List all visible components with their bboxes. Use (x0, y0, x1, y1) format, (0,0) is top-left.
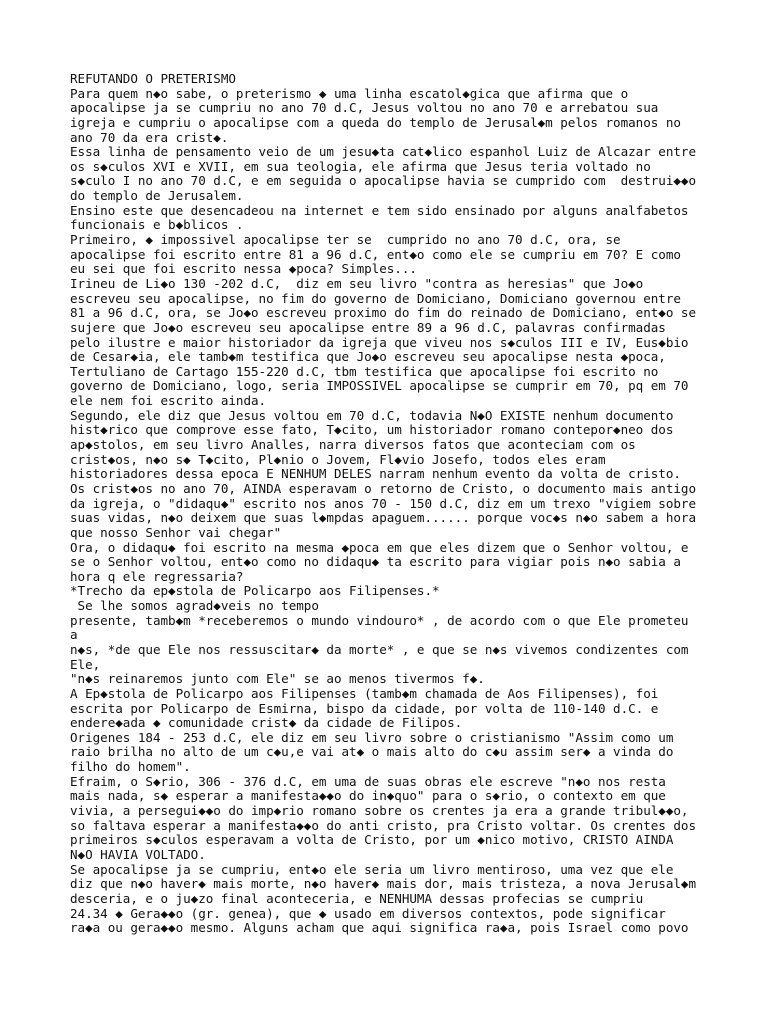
text-line: Para quem n◆o sabe, o preterismo ◆ uma linha escatol◆gica que afirma que o (70, 85, 629, 101)
text-line: pelo ilustre e maior historiador da igreja que viveu nos s◆culos III e IV, Eus◆bio (70, 334, 689, 350)
text-line: apocalipse ja se cumpriu no ano 70 d.C, Jesus voltou no ano 70 e arrebatou sua (70, 100, 659, 116)
text-line: historiadores dessa epoca E NENHUM DELES narram nenhum evento da volta de cristo. (70, 466, 681, 482)
text-line: hist◆rico que comprove esse fato, T◆cito, um historiador romano contepor◆neo dos (70, 422, 674, 438)
text-line: mais nada, s◆ esperar a manifesta◆◆o do in◆quo" para o s◆rio, o contexto em que (70, 788, 666, 804)
text-line: apocalipse foi escrito entre 81 a 96 d.C, ent◆o como ele se cumpriu em 70? E como (70, 246, 681, 262)
document-title: REFUTANDO O PRETERISMO (70, 71, 236, 86)
text-line: Irineu de Li◆o 130 -202 d.C, diz em seu livro "contra as heresias" que Jo◆o (70, 275, 644, 291)
text-line: "n◆s reinaremos junto com Ele" se ao menos tivermos f◆. (70, 671, 485, 687)
text-line: Essa linha de pensamento veio de um jesu◆ta cat◆lico espanhol Luiz de Alcazar entre (70, 144, 696, 160)
document-page (70, 72, 760, 936)
text-line: igreja e cumpriu o apocalipse com a queda do templo de Jerusal◆m pelos romanos no (70, 114, 681, 130)
text-line: diz que n◆o haver◆ mais morte, n◆o haver◆ mais dor, mais tristeza, a nova Jerusal◆m (70, 876, 696, 892)
text-line: Tertuliano de Cartago 155-220 d.C, tbm testifica que apocalipse foi escrito no (70, 363, 659, 379)
text-line: n◆s, *de que Ele nos ressuscitar◆ da morte* , e que se n◆s vivemos condizentes com (70, 641, 689, 657)
text-line: endere◆ada ◆ comunidade crist◆ da cidade de Filipos. (70, 715, 463, 731)
text-line: 24.34 ◆ Gera◆◆o (gr. genea), que ◆ usado em diversos contextos, pode significar (70, 905, 666, 921)
text-line: ap◆stolos, em seu livro Analles, narra diversos fatos que aconteciam com os (70, 437, 636, 453)
text-line: escreveu seu apocalipse, no fim do governo de Domiciano, Domiciano governou entre (70, 290, 681, 306)
text-line: da igreja, o "didaqu◆" escrito nos anos 70 - 150 d.C, diz em um trexo "vigiem sobre (70, 495, 696, 511)
text-line: so faltava esperar a manifesta◆◆o do anti cristo, pra Cristo voltar. Os crentes dos (70, 817, 696, 833)
text-line: sujere que Jo◆o escreveu seu apocalipse entre 89 a 96 d.C, palavras confirmadas (70, 319, 666, 335)
text-line: Os crist◆os no ano 70, AINDA esperavam o retorno de Cristo, o documento mais antigo (70, 480, 696, 496)
text-line: eu sei que foi escrito nessa ◆poca? Simples... (70, 261, 417, 277)
text-line: vivia, a persegui◆◆o do imp◆rio romano sobre os crentes ja era a grande tribul◆◆o, (70, 803, 689, 819)
text-line: Origenes 184 - 253 d.C, ele diz em seu livro sobre o cristianismo "Assim como um (70, 729, 674, 745)
text-line: suas vidas, n◆o deixem que suas l◆mpdas apaguem...... porque voc◆s n◆o sabem a hora (70, 510, 696, 526)
text-line: se o Senhor voltou, ent◆o como no didaqu◆ ta escrito para vigiar pois n◆o sabia a (70, 554, 681, 570)
text-line: a (70, 627, 78, 643)
text-line: N◆O HAVIA VOLTADO. (70, 846, 206, 862)
text-line: *Trecho da ep◆stola de Policarpo aos Filipenses.* (70, 583, 440, 599)
text-line: Efraim, o S◆rio, 306 - 376 d.C, em uma de suas obras ele escreve "n◆o nos resta (70, 773, 666, 789)
text-line: Ele, (70, 656, 101, 672)
text-line: A Ep◆stola de Policarpo aos Filipenses (tamb◆m chamada de Aos Filipenses), foi (70, 685, 659, 701)
text-line: s◆culo I no ano 70 d.C, e em seguida o apocalipse havia se cumprido com destrui◆◆o (70, 173, 696, 189)
text-line: Se apocalipse ja se cumpriu, ent◆o ele seria um livro mentiroso, uma vez que ele (70, 861, 674, 877)
text-line: de Cesar◆ia, ele tamb◆m testifica que Jo◆o escreveu seu apocalipse nesta ◆poca, (70, 349, 666, 365)
text-line: desceria, e o ju◆zo final aconteceria, e NENHUMA dessas profecias se cumpriu (70, 890, 644, 906)
text-line: raio brilha no alto de um c◆u,e vai at◆ o mais alto do c◆u assim ser◆ a vinda do (70, 744, 674, 760)
text-line: filho do homem". (70, 759, 191, 775)
text-line: Ensino este que desencadeou na internet e tem sido ensinado por alguns analfabetos (70, 202, 689, 218)
text-line: ra◆a ou gera◆◆o mesmo. Alguns acham que aqui significa ra◆a, pois Israel como povo (70, 920, 689, 936)
text-line: Ora, o didaqu◆ foi escrito na mesma ◆poca em que eles dizem que o Senhor voltou, e (70, 539, 689, 555)
text-line: governo de Domiciano, logo, seria IMPOSSIVEL apocalipse se cumprir em 70, pq em 70 (70, 378, 689, 394)
text-line: funcionais e b◆blicos . (70, 217, 244, 233)
text-line: os s◆culos XVI e XVII, em sua teologia, ele afirma que Jesus teria voltado no (70, 158, 651, 174)
text-line: hora q ele regressaria? (70, 568, 244, 584)
text-line: ano 70 da era crist◆. (70, 129, 229, 145)
text-line: que nosso Senhor vai chegar" (70, 524, 282, 540)
text-line: ele nem foi escrito ainda. (70, 393, 267, 409)
text-line: Primeiro, ◆ impossivel apocalipse ter se cumprido no ano 70 d.C, ora, se (70, 232, 621, 248)
text-line: escrita por Policarpo de Esmirna, bispo da cidade, por volta de 110-140 d.C. e (70, 700, 659, 716)
text-line: Se lhe somos agrad◆veis no tempo (70, 598, 319, 614)
text-line: Segundo, ele diz que Jesus voltou em 70 d.C, todavia N◆O EXISTE nenhum documento (70, 407, 674, 423)
text-line: do templo de Jerusalem. (70, 188, 244, 204)
text-line: crist◆os, n◆o s◆ T◆cito, Pl◆nio o Jovem, Fl◆vio Josefo, todos eles eram (70, 451, 606, 467)
text-line: presente, tamb◆m *receberemos o mundo vindouro* , de acordo com o que Ele prometeu (70, 612, 689, 628)
text-line: primeiros s◆culos esperavam a volta de Cristo, por um ◆nico motivo, CRISTO AINDA (70, 832, 674, 848)
text-line: 81 a 96 d.C, ora, se Jo◆o escreveu proximo do fim do reinado de Domiciano, ent◆o se (70, 305, 696, 321)
